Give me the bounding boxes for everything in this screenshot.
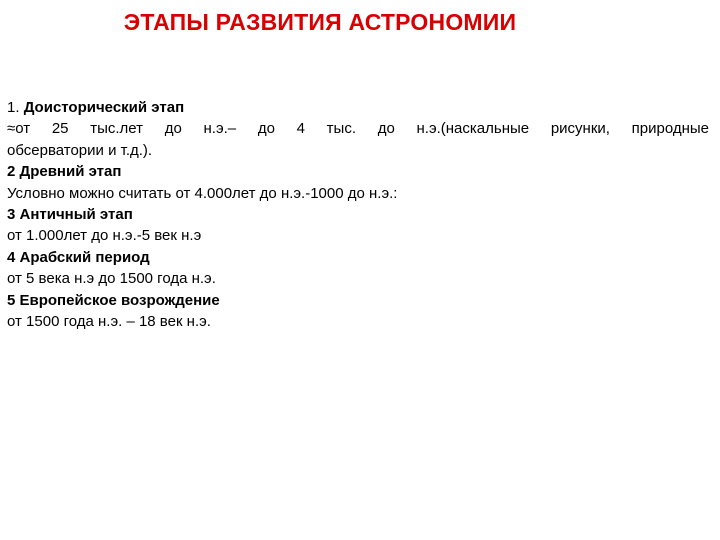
stage-3-description: от 1.000лет до н.э.-5 век н.э	[7, 227, 202, 245]
stage-2-heading: 2 Древний этап	[7, 163, 122, 181]
stage-1-name: Доисторический этап	[23, 99, 185, 116]
stage-3-heading: 3 Античный этап	[7, 206, 133, 224]
stage-2-description: Условно можно считать от 4.000лет до н.э.-1000 до н.э.:	[7, 184, 398, 202]
stage-5-heading: 5 Европейское возрождение	[7, 291, 220, 309]
stage-4-heading: 4 Арабский период	[7, 248, 150, 266]
slide-title: ЭТАПЫ РАЗВИТИЯ АСТРОНОМИИ	[123, 9, 517, 35]
stage-1-heading	[7, 97, 709, 118]
stages-list	[7, 97, 709, 332]
stage-4-description: от 5 века н.э до 1500 года н.э.	[7, 270, 216, 288]
stage-1-number: 1.	[7, 99, 20, 116]
stage-5-description: от 1500 года н.э. – 18 век н.э.	[7, 313, 211, 331]
stage-1-description-line1: ≈от 25 тыс.лет до н.э.– до 4 тыс. до н.э.(наскальные рисунки, природные	[7, 120, 709, 138]
stage-1-description-line2: обсерватории и т.д.).	[7, 141, 153, 159]
